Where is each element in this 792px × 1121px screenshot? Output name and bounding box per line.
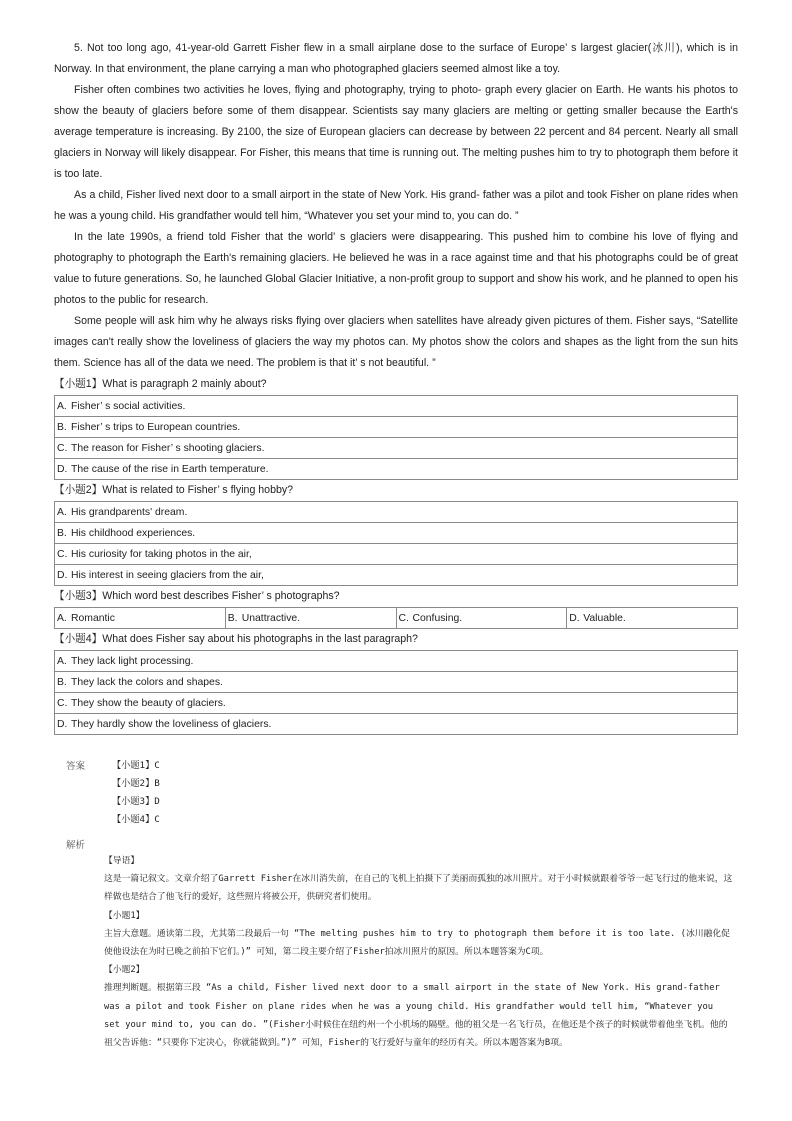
passage-paragraph-3: As a child, Fisher lived next door to a small airport in the state of New York. His grand- father was a pilot and took Fisher on plane rides when he was a young child. His grandfather would tell him, “Whatever you set your mind to, you can do. ”	[54, 189, 738, 222]
answer-item: 【小题4】C	[112, 814, 160, 825]
answer-section	[66, 757, 746, 851]
passage-paragraph-5: Some people will ask him why he always risks flying over glaciers when satellites have already given pictures of them. Fisher says, “Satellite images can't really show the loveliness of glaciers the way my photos can. My photos show the colors and shapes as the light from the sun hits them. Science has all of the data we need. The problem is that it’ s not beautiful. ”	[54, 315, 738, 369]
question-1-title: 【小题1】What is paragraph 2 mainly about?	[54, 378, 267, 390]
analysis-label: 解析	[66, 840, 86, 851]
question-2-options	[54, 501, 738, 586]
analysis-section	[104, 852, 734, 1052]
question-1-options	[54, 395, 738, 480]
option-c[interactable]: C. The reason for Fisher’ s shooting glaciers.	[55, 438, 738, 459]
answer-label: 答案	[66, 761, 86, 772]
option-b[interactable]: B. Unattractive.	[225, 608, 396, 629]
question-3-title: 【小题3】Which word best describes Fisher’ s photographs?	[54, 590, 340, 602]
option-d[interactable]: D. They hardly show the loveliness of glaciers.	[55, 714, 738, 735]
question-4-options	[54, 650, 738, 735]
option-a[interactable]: A. His grandparents' dream.	[55, 502, 738, 523]
option-a[interactable]: A. Fisher’ s social activities.	[55, 396, 738, 417]
option-b[interactable]: B. They lack the colors and shapes.	[55, 672, 738, 693]
analysis-heading: 【小题2】	[104, 965, 145, 976]
option-a[interactable]: A. Romantic	[55, 608, 226, 629]
option-d[interactable]: D. Valuable.	[567, 608, 738, 629]
question-4-title: 【小题4】What does Fisher say about his photographs in the last paragraph?	[54, 633, 418, 645]
document-page	[54, 38, 738, 735]
passage-paragraph-2: Fisher often combines two activities he loves, flying and photography, trying to photo- graph every glacier on Earth. He wants his photos to show the beauty of glaciers before some of them disappear. Scientists say many glaciers are melting or getting smaller because the Earth's average temperature is increasing. By 2100, the size of European glaciers can decrease by between 22 percent and 84 percent. Nearly all small glaciers in Norway will likely disappear. For Fisher, this means that time is running out. The melting pushes him to try to photograph them before it is too late.	[54, 84, 738, 180]
question-2-title: 【小题2】What is related to Fisher’ s flying hobby?	[54, 484, 294, 496]
answer-item: 【小题3】D	[112, 796, 160, 807]
option-b[interactable]: B. Fisher’ s trips to European countries.	[55, 417, 738, 438]
analysis-text: 推理判断题。根据第三段 “As a child, Fisher lived next door to a small airport in the state of New York. His grand-father was a pilot and took Fisher on plane rides when he was a young child. His grandfather would tell him, “Whatever you set your mind to, you can do. ”(Fisher小时候住在纽约州一个小机场的隔壁。他的祖父是一名飞行员，在他还是个孩子的时候就带着他坐飞机。他的祖父告诉他：“只要你下定决心，你就能做到。”)” 可知，Fisher的飞行爱好与童年的经历有关。所以本题答案为B项。	[104, 983, 728, 1049]
analysis-heading: 【小题1】	[104, 910, 145, 921]
option-c[interactable]: C. Confusing.	[396, 608, 567, 629]
passage-paragraph-1: 5. Not too long ago, 41-year-old Garrett Fisher flew in a small airplane dose to the surface of Europe’ s largest glacier(冰川), which is in Norway. In that environment, the plane carrying a man who photographed glaciers seemed almost like a toy.	[54, 42, 738, 75]
option-c[interactable]: C. They show the beauty of glaciers.	[55, 693, 738, 714]
question-3-options	[54, 607, 738, 629]
option-d[interactable]: D. His interest in seeing glaciers from the air,	[55, 565, 738, 586]
answer-item: 【小题1】C	[112, 760, 160, 771]
analysis-text: 这是一篇记叙文。文章介绍了Garrett Fisher在冰川消失前，在自己的飞机上拍摄下了美丽而孤独的冰川照片。对于小时候就跟着爷爷一起飞行过的他来说，这样做也是结合了他飞行的爱好，这些照片将被公开，供研究者们使用。	[104, 874, 733, 903]
option-d[interactable]: D. The cause of the rise in Earth temperature.	[55, 459, 738, 480]
option-b[interactable]: B. His childhood experiences.	[55, 523, 738, 544]
analysis-text: 主旨大意题。通读第二段，尤其第二段最后一句 “The melting pushes him to try to photograph them before it is too late. (冰川融化促使他设法在为时已晚之前拍下它们。)” 可知，第二段主要介绍了Fisher拍冰川照片的原因。所以本题答案为C项。	[104, 928, 730, 958]
passage-paragraph-4: In the late 1990s, a friend told Fisher that the world’ s glaciers were disappearing. This pushed him to combine his love of flying and photography to photograph the Earth's remaining glaciers. He believed he was in a race against time and that his photographs could be of great value to future generations. So, he launched Global Glacier Initiative, a non-profit group to support and show his work, and he planned to open his photos to the public for research.	[54, 231, 738, 306]
option-a[interactable]: A. They lack light processing.	[55, 651, 738, 672]
answer-item: 【小题2】B	[112, 778, 160, 789]
option-c[interactable]: C. His curiosity for taking photos in the air,	[55, 544, 738, 565]
analysis-heading: 【导语】	[104, 856, 140, 866]
